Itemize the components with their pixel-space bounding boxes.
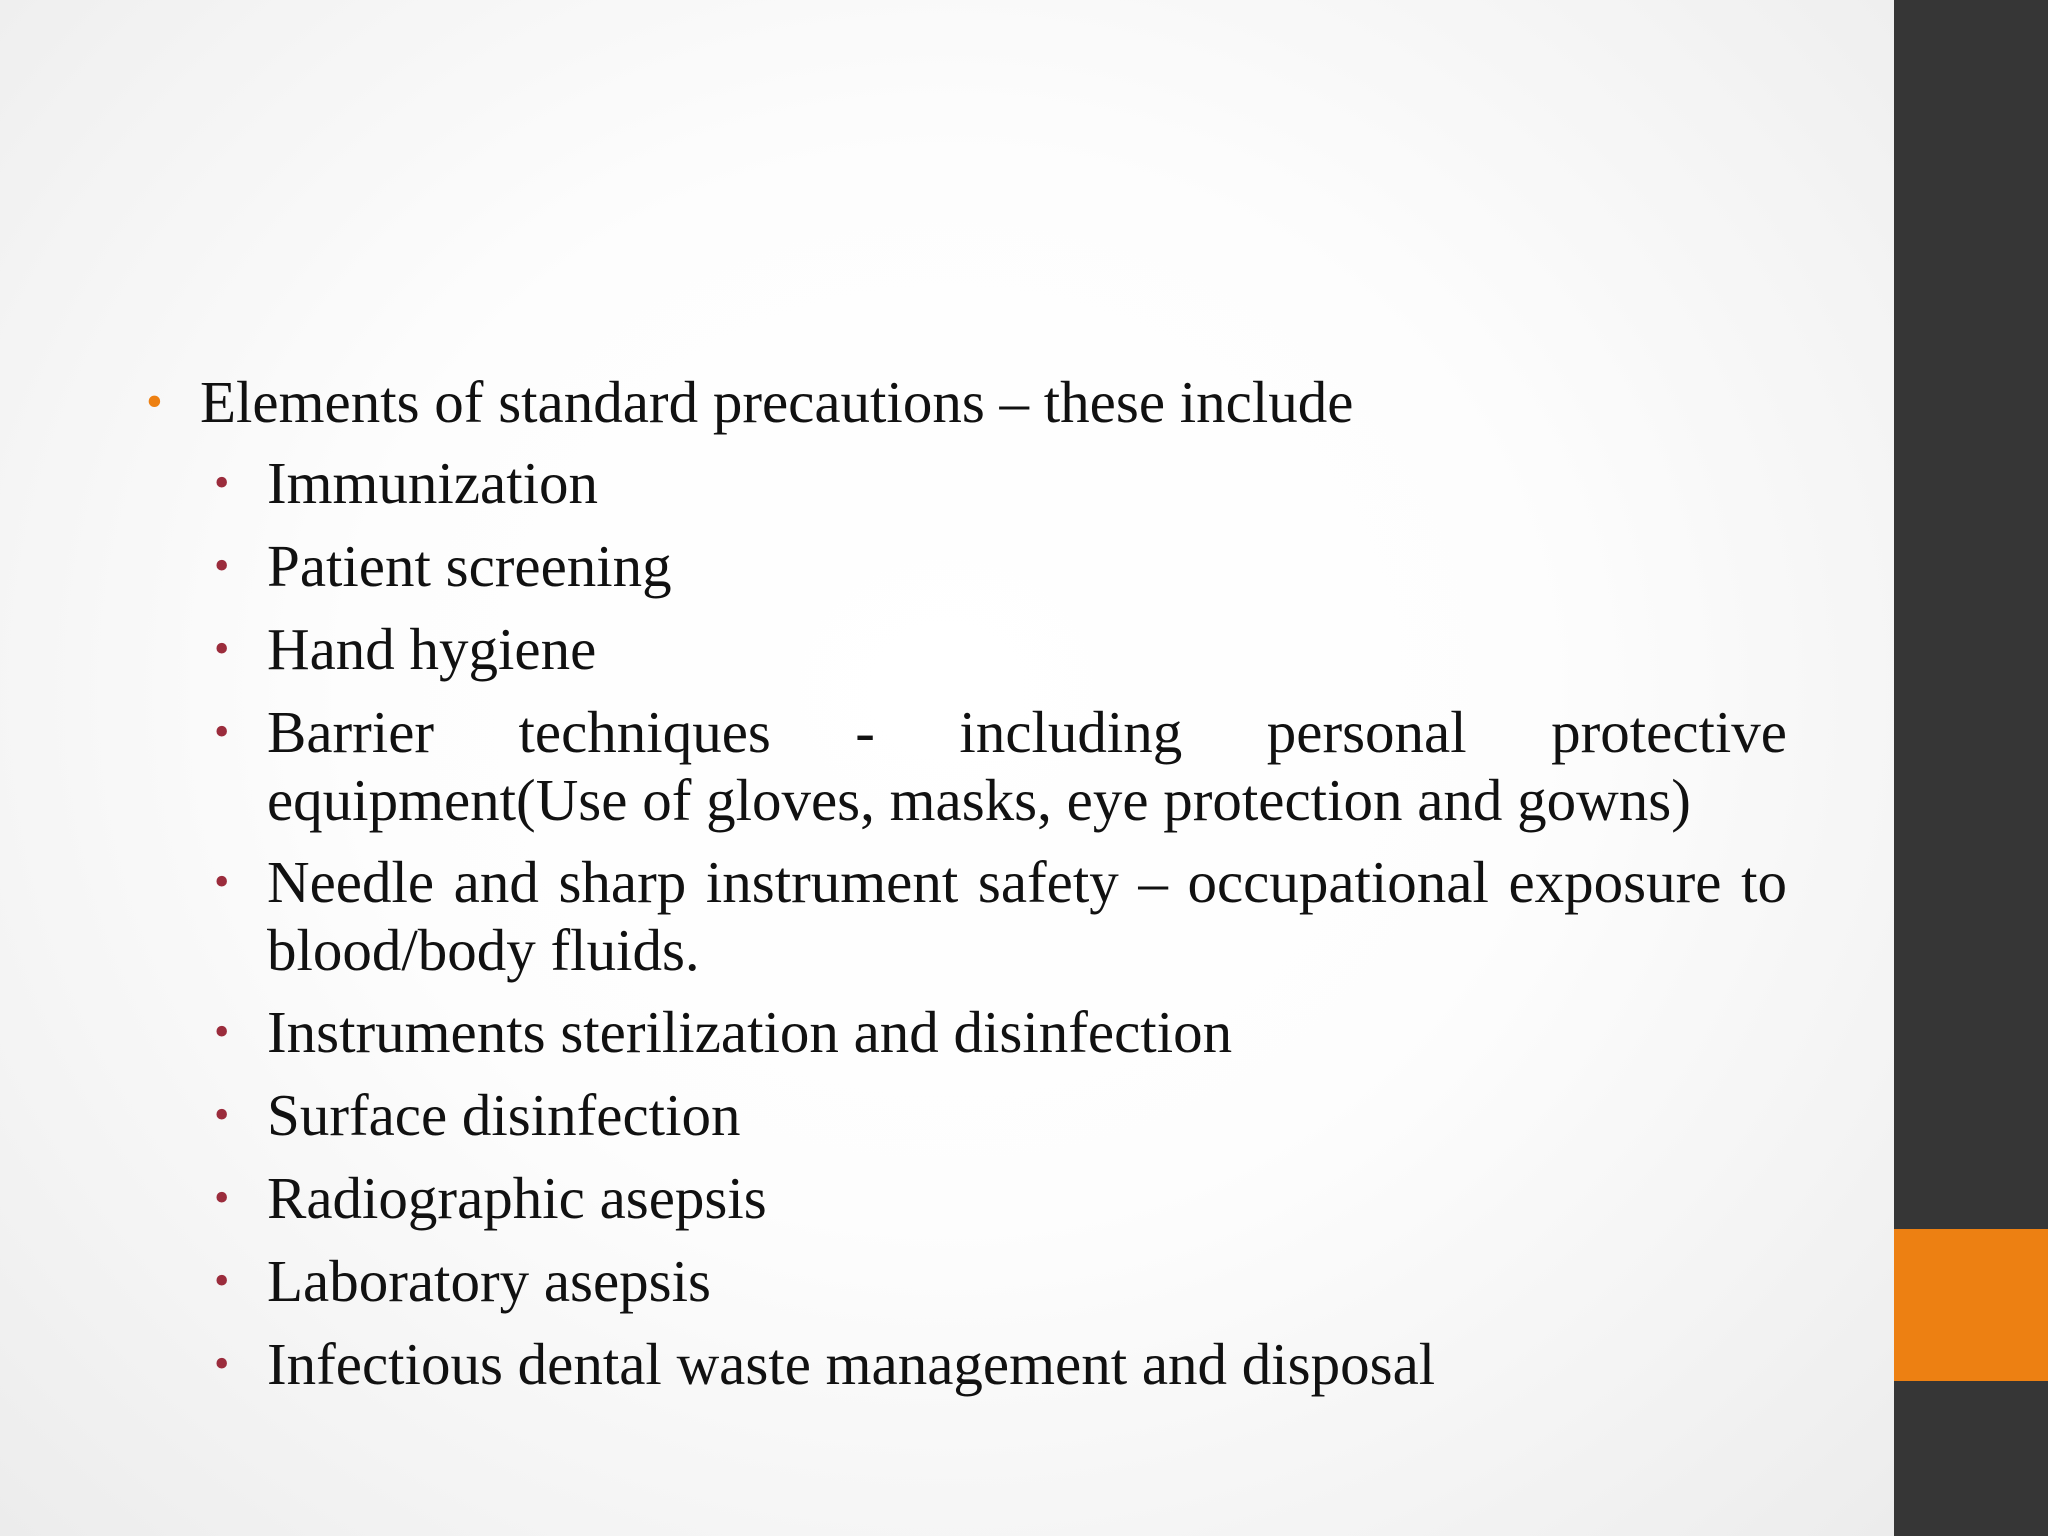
sub-bullet-marker: • xyxy=(214,1090,230,1139)
sub-bullet-item: Needle and sharp instrument safety – occupational exposure to blood/body fluids. xyxy=(267,849,1787,983)
sub-bullet-item: Radiographic asepsis xyxy=(267,1165,767,1231)
sub-bullet-item: Barrier techniques - including personal protective equipment(Use of gloves, masks, eye protection and gowns) xyxy=(267,699,1787,833)
sub-bullet-marker: • xyxy=(214,1173,230,1222)
sub-bullet-item: Laboratory asepsis xyxy=(267,1248,711,1314)
side-accent-block xyxy=(1894,1229,2048,1381)
sub-bullet-marker: • xyxy=(214,707,230,756)
main-bullet-text: Elements of standard precautions – these include xyxy=(200,369,1354,435)
sub-bullet-item: Immunization xyxy=(267,450,598,516)
sub-bullet-item: Instruments sterilization and disinfection xyxy=(267,999,1233,1065)
sub-bullet-marker: • xyxy=(214,1339,230,1388)
sub-bullet-marker: • xyxy=(214,458,230,507)
sub-bullet-marker: • xyxy=(214,857,230,906)
sub-bullet-item: Surface disinfection xyxy=(267,1082,741,1148)
main-bullet-marker: • xyxy=(146,375,163,428)
sub-bullet-marker: • xyxy=(214,541,230,590)
sub-bullet-marker: • xyxy=(214,1256,230,1305)
sub-bullet-item: Infectious dental waste management and disposal xyxy=(267,1331,1436,1397)
sub-bullet-item: Hand hygiene xyxy=(267,616,597,682)
sub-bullet-item: Patient screening xyxy=(267,533,672,599)
sub-bullet-marker: • xyxy=(214,1007,230,1056)
sub-bullet-marker: • xyxy=(214,624,230,673)
